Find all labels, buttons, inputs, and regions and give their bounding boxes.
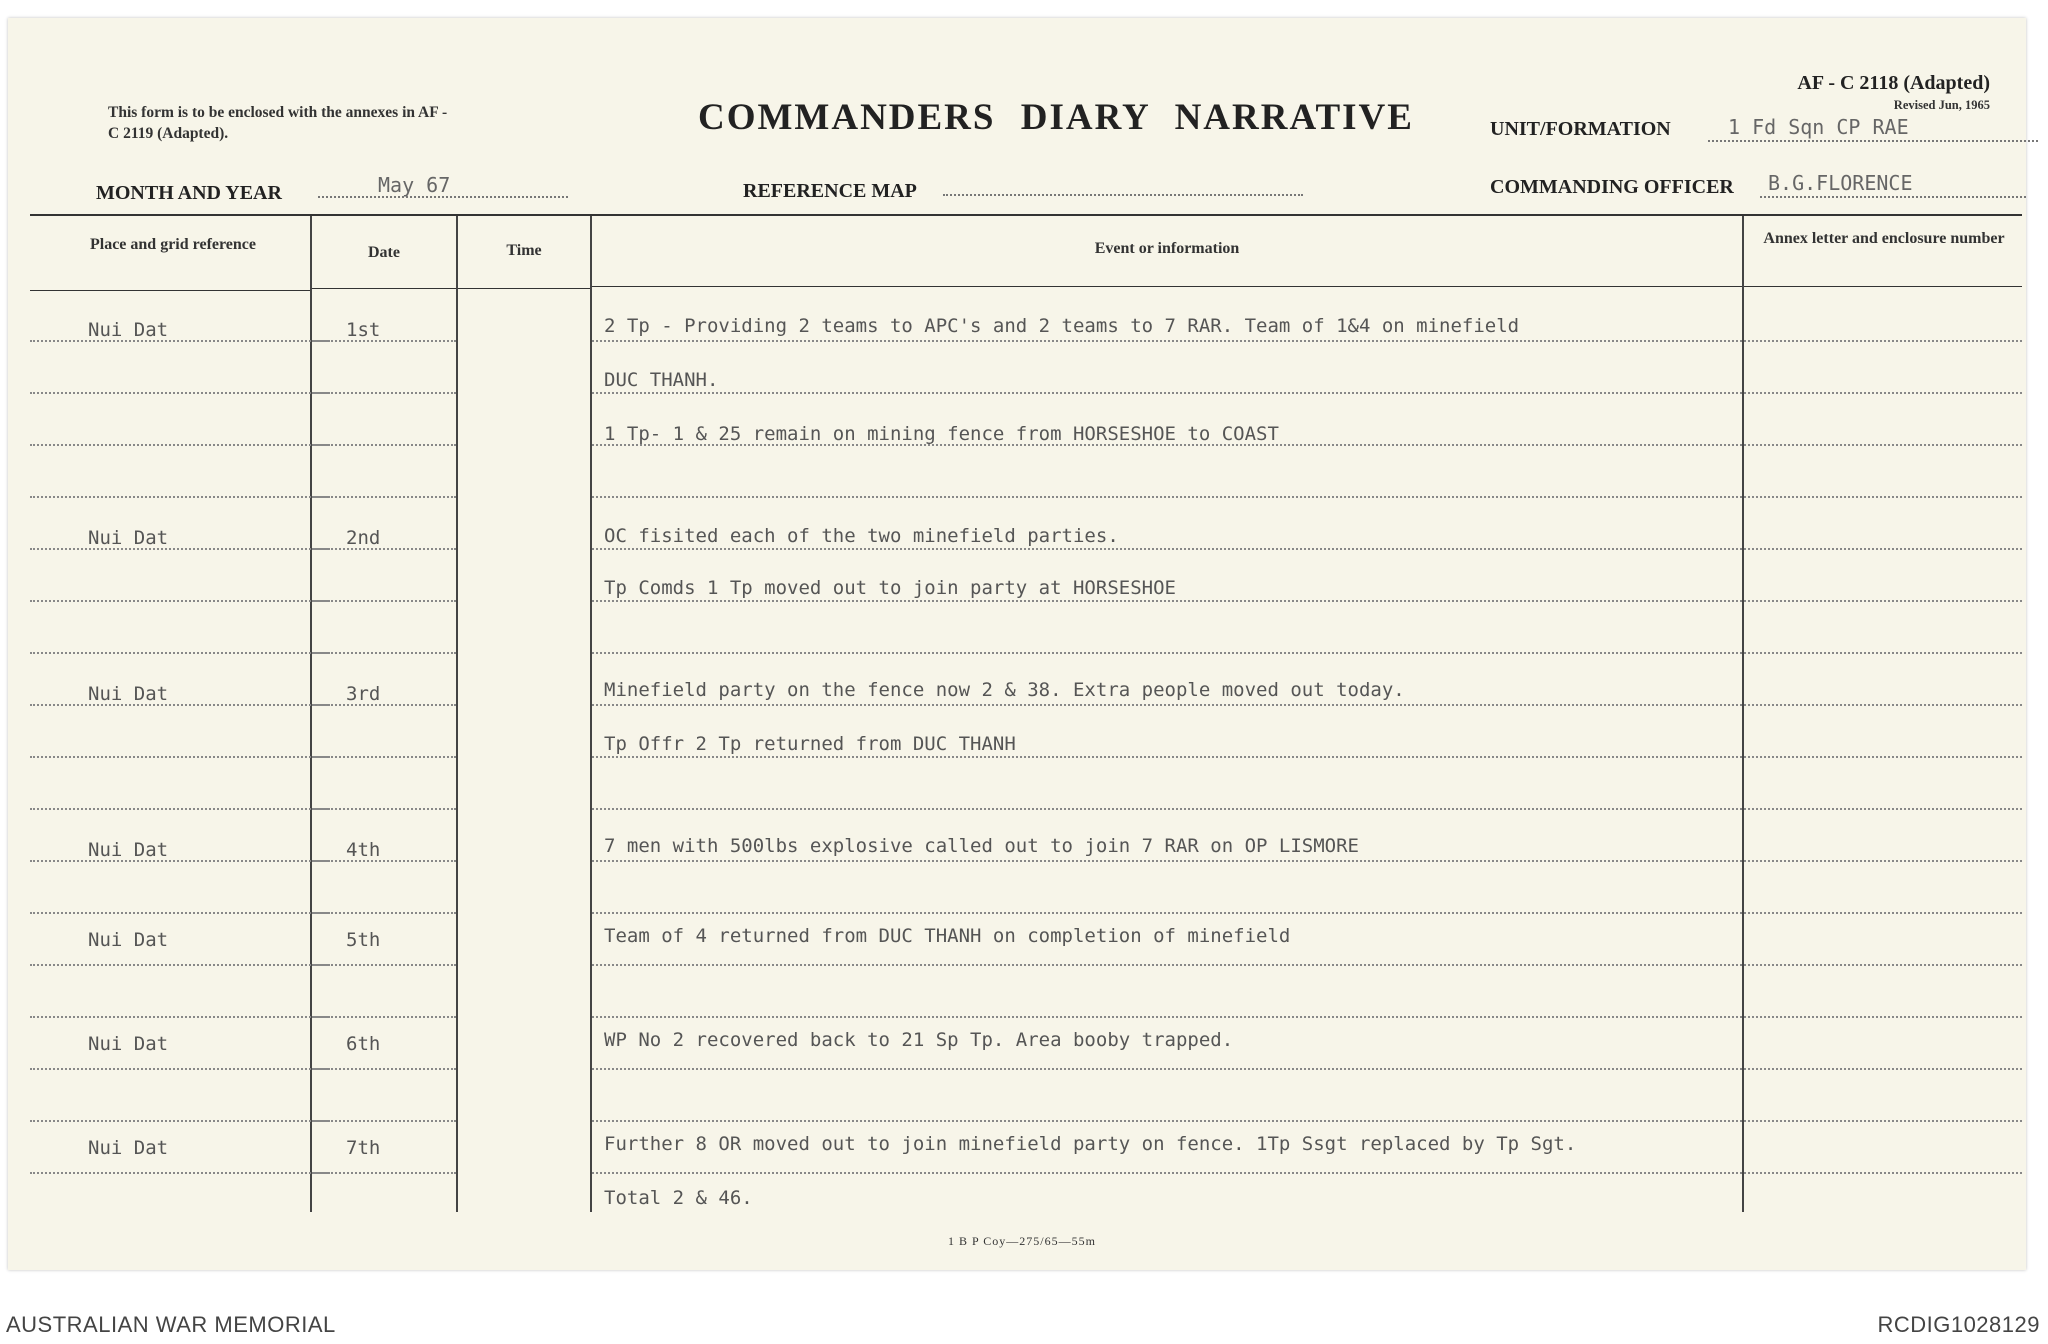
entry-event-line: Further 8 OR moved out to join minefield party on fence. 1Tp Ssgt replaced by Tp Sgt. [604,1133,1577,1155]
entry-event-line: Minefield party on the fence now 2 & 38. Extra people moved out today. [604,679,1405,701]
ruled-line [30,756,330,758]
column-header-place: Place and grid reference [89,236,257,253]
ruled-line [30,392,330,394]
ruled-line [30,964,330,966]
entry-place: Nui Dat [88,527,169,549]
entry-event-line: WP No 2 recovered back to 21 Sp Tp. Area booby trapped. [604,1029,1234,1051]
diary-sheet [8,18,2026,1270]
ruled-line [312,1016,456,1018]
co-label: COMMANDING OFFICER [1490,176,1734,198]
header-rule-place [30,290,312,291]
ruled-line [30,1016,330,1018]
ruled-line [30,912,330,914]
column-header-event: Event or information [1094,240,1240,257]
ruled-line [30,652,330,654]
ruled-line [1744,1068,2022,1070]
ruled-line [30,808,330,810]
ruled-line [30,1120,330,1122]
entry-event-line: Total 2 & 46. [604,1187,753,1209]
month-value: May 67 [318,172,568,198]
ruled-line [1744,912,2022,914]
ruled-line [1744,1120,2022,1122]
column-header-date: Date [368,244,400,261]
ruled-line [592,808,1742,810]
entry-place: Nui Dat [88,1137,169,1159]
ruled-line [592,1172,1742,1174]
ruled-line [592,652,1742,654]
entry-event-line: DUC THANH. [604,369,719,391]
ruled-line [592,860,1742,862]
header-rule-event [592,286,2022,287]
ruled-line [312,1120,456,1122]
ruled-line [1744,652,2022,654]
header-rule-date-time [312,288,592,289]
ruled-line [312,964,456,966]
entry-date: 1st [346,319,381,341]
ruled-line [1744,860,2022,862]
ruled-line [30,600,330,602]
table-top-rule [30,214,2022,216]
ruled-line [30,548,330,550]
entry-event-line: 7 men with 500lbs explosive called out to join 7 RAR on OP LISMORE [604,835,1359,857]
reference-map-value [943,168,1303,196]
ruled-line [30,704,330,706]
entry-place: Nui Dat [88,683,169,705]
entry-place: Nui Dat [88,839,169,861]
entry-date: 3rd [346,683,381,705]
ruled-line [312,912,456,914]
ruled-line [1744,704,2022,706]
ruled-line [1744,392,2022,394]
ruled-line [592,704,1742,706]
entry-date: 2nd [346,527,381,549]
column-divider [456,216,458,1212]
ruled-line [312,808,456,810]
entry-place: Nui Dat [88,1033,169,1055]
ruled-line [592,1016,1742,1018]
ruled-line [312,1172,456,1174]
entry-event-line: Team of 4 returned from DUC THANH on completion of minefield [604,925,1291,947]
ruled-line [30,496,330,498]
ruled-line [312,600,456,602]
ruled-line [1744,444,2022,446]
entry-date: 5th [346,929,381,951]
ruled-line [30,340,330,342]
ruled-line [592,756,1742,758]
ruled-line [592,340,1742,342]
ruled-line [312,548,456,550]
entry-date: 4th [346,839,381,861]
entry-date: 7th [346,1137,381,1159]
ruled-line [312,652,456,654]
ruled-line [30,1172,330,1174]
ruled-line [1744,340,2022,342]
column-header-time: Time [506,242,542,259]
ruled-line [30,444,330,446]
ruled-line [1744,600,2022,602]
print-line: 1 B P Coy—275/65—55m [948,1234,1096,1248]
entry-place: Nui Dat [88,929,169,951]
reference-map-label: REFERENCE MAP [743,180,917,202]
credit-right: RCDIG1028129 [1877,1312,2040,1337]
ruled-line [1744,548,2022,550]
ruled-line [1744,756,2022,758]
ruled-line [312,340,456,342]
ruled-line [30,1068,330,1070]
column-header-annex: Annex letter and enclosure number [1763,230,2005,247]
ruled-line [592,600,1742,602]
ruled-line [30,860,330,862]
ruled-line [312,1068,456,1070]
ruled-line [592,1120,1742,1122]
entry-event-line: 2 Tp - Providing 2 teams to APC's and 2 teams to 7 RAR. Team of 1&4 on minefield [604,315,1520,337]
entry-place: Nui Dat [88,319,169,341]
form-code: AF - C 2118 (Adapted) [1797,72,1990,94]
ruled-line [312,704,456,706]
column-divider [590,216,592,1212]
ruled-line [1744,1016,2022,1018]
ruled-line [312,444,456,446]
ruled-line [1744,1172,2022,1174]
unit-label: UNIT/FORMATION [1490,118,1671,140]
entry-event-line: OC fisited each of the two minefield parties. [604,525,1119,547]
ruled-line [312,496,456,498]
ruled-line [592,964,1742,966]
ruled-line [592,392,1742,394]
column-divider [310,216,312,1212]
ruled-line [312,756,456,758]
ruled-line [312,860,456,862]
page-title: COMMANDERS DIARY NARRATIVE [698,97,1414,138]
ruled-line [592,1068,1742,1070]
entry-event-line: Tp Comds 1 Tp moved out to join party at HORSESHOE [604,577,1176,599]
ruled-line [592,548,1742,550]
ruled-line [1744,808,2022,810]
credit-left: AUSTRALIAN WAR MEMORIAL [6,1312,336,1337]
co-value: B.G.FLORENCE [1760,170,2026,198]
ruled-line [1744,496,2022,498]
form-revised: Revised Jun, 1965 [1893,98,1990,112]
month-label: MONTH AND YEAR [96,182,282,204]
entry-event-line: Tp Offr 2 Tp returned from DUC THANH [604,733,1016,755]
ruled-line [592,912,1742,914]
entry-event-line: 1 Tp- 1 & 25 remain on mining fence from HORSESHOE to COAST [604,423,1279,445]
form-note: This form is to be enclosed with the annexes in AF - C 2119 (Adapted). [108,104,448,142]
ruled-line [592,496,1742,498]
entry-date: 6th [346,1033,381,1055]
unit-value: 1 Fd Sqn CP RAE [1708,114,2038,142]
ruled-line [312,392,456,394]
column-divider [1742,216,1744,1212]
ruled-line [1744,964,2022,966]
